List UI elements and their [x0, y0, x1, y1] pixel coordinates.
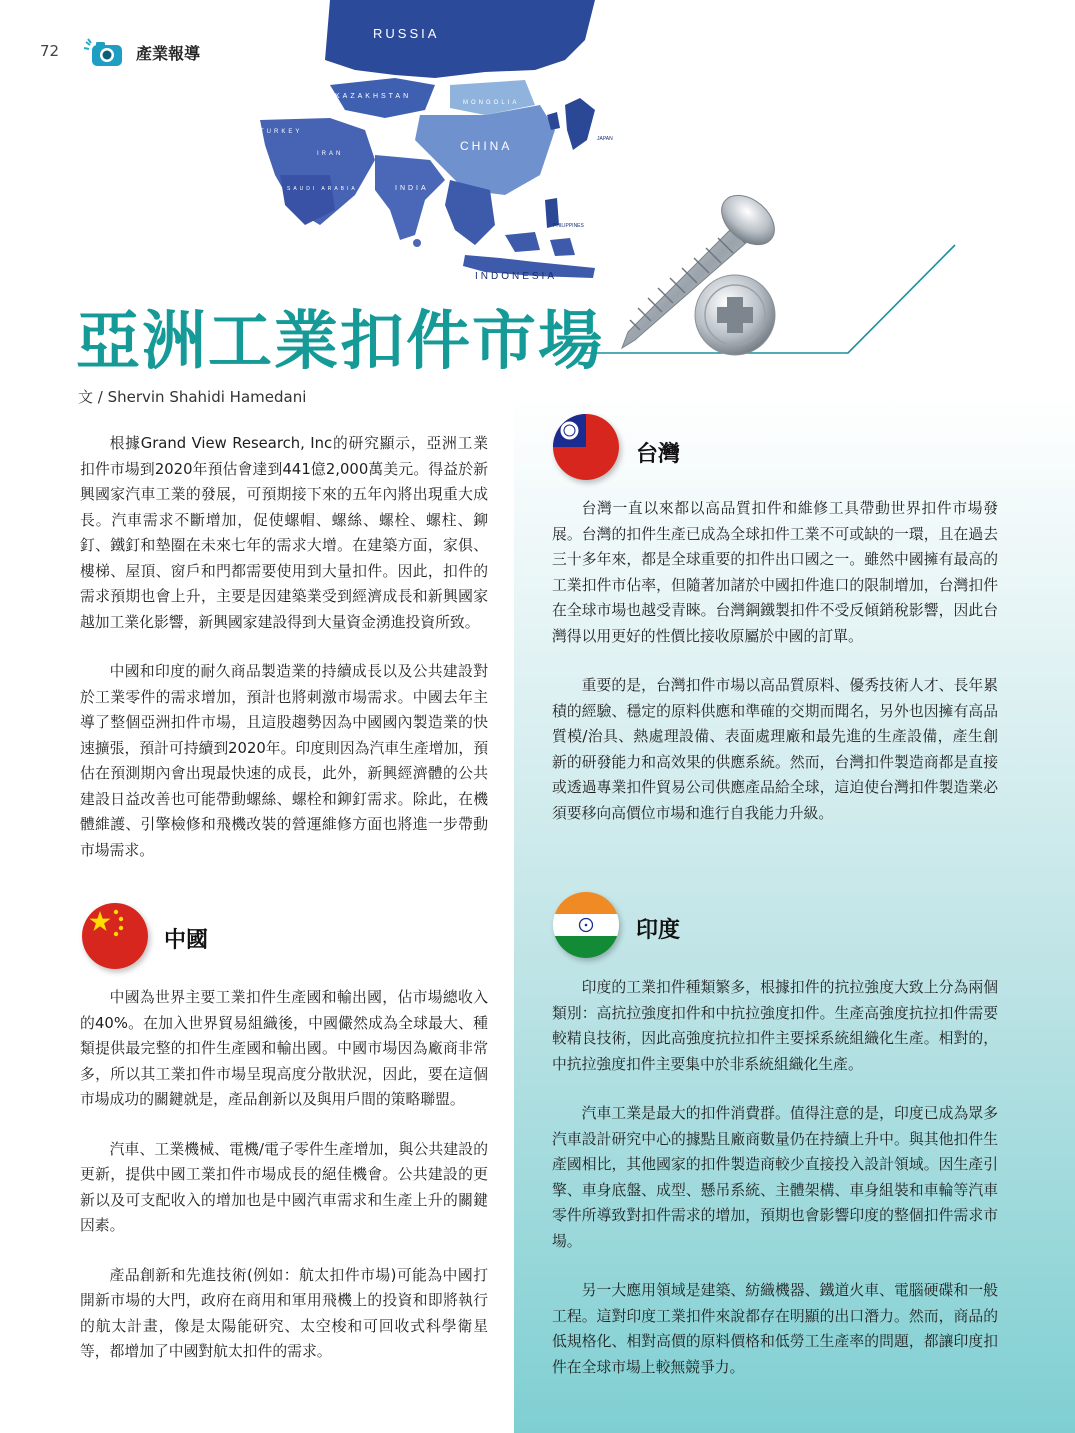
map-label-mongolia: MONGOLIA: [463, 100, 520, 106]
india-paragraph: 另一大應用領域是建築、紡織機器、鐵道火車、電腦硬碟和一般工程。這對印度工業扣件來說都存在明顯的出口潛力。然而，商品的低規格化、相對高價的原料價格和低勞工生產率的問題，都讓印度扣件在全球市場上較無競爭力。: [552, 1282, 998, 1376]
india-heading: 印度: [636, 918, 681, 943]
china-paragraph: 中國為世界主要工業扣件生產國和輸出國，佔市場總收入的40%。在加入世界貿易組織後，中國儼然成為全球最大、種類提供最完整的扣件生產國和輸出國。中國市場因為廠商非常多，所以其工業扣件市場呈現高度分散狀況，因此，要在這個市場成功的關鍵就是，產品創新以及與用戶間的策略聯盟。: [80, 989, 488, 1108]
intro-paragraph: 根據Grand View Research, Inc的研究顯示，亞洲工業扣件市場到2020年預估會達到441億2,000萬美元。得益於新興國家汽車工業的發展，可預期接下來的五年內將出現重大成長。汽車需求不斷增加，促使螺帽、螺絲、螺栓、螺柱、鉚釘、鐵釘和墊圈在未來七年的需求大增。在建築方面，家俱、樓梯、屋頂、窗戶和門都需要使用到大量扣件。因此，扣件的需求預期也會上升，主要是因建築業受到經濟成長和新興國家越加工業化影響，新興國家建設得到大量資金湧進投資所致。: [80, 435, 488, 631]
china-paragraph: 汽車、工業機械、電機/電子零件生產增加，與公共建設的更新，提供中國工業扣件市場成長的絕佳機會。公共建設的更新以及可支配收入的增加也是中國汽車需求和生產上升的關鍵因素。: [80, 1140, 488, 1234]
map-label-russia: RUSSIA: [373, 26, 440, 41]
section-label: 產業報導: [136, 44, 201, 63]
china-section: [80, 985, 488, 1389]
map-label-turkey: TURKEY: [260, 129, 303, 135]
china-flag-icon: [82, 903, 148, 969]
china-paragraph: 產品創新和先進技術(例如：航太扣件市場)可能為中國打開新市場的大門，政府在商用和軍用飛機上的投資和即將執行的航太計畫，像是太陽能研究、太空梭和可回收式科學衛星等，都增加了中國對航太扣件的需求。: [80, 1266, 488, 1360]
india-paragraph: 印度的工業扣件種類繁多，根據扣件的抗拉強度大致上分為兩個類別：高抗拉強度扣件和中抗拉強度扣件。生產高強度抗拉扣件需要較精良技術，因此高強度抗拉扣件主要採系統組織化生產。相對的，中抗拉強度扣件主要集中於非系統組織化生產。: [552, 979, 998, 1073]
map-label-china: CHINA: [460, 139, 513, 153]
map-label-japan: JAPAN: [597, 136, 613, 142]
screw-illustration: [590, 180, 800, 360]
india-section: [552, 975, 998, 1404]
article-title: 亞洲工業扣件市場: [76, 304, 604, 379]
taiwan-paragraph: 重要的是，台灣扣件市場以高品質原料、優秀技術人才、長年累積的經驗、穩定的原料供應和準確的交期而聞名，另外也因擁有高品質模/治具、熱處理設備、表面處理廠和最先進的生產設備，產生創新的研發能力和高效果的供應系統。然而，台灣扣件製造商都是直接或透過專業扣件貿易公司供應產品給全球，這迫使台灣扣件製造業必須要移向高價位市場和進行自我能力升級。: [552, 677, 998, 822]
map-label-saudi: SAUDI ARABIA: [287, 186, 358, 192]
india-flag-icon: [553, 892, 619, 958]
taiwan-paragraph: 台灣一直以來都以高品質扣件和維修工具帶動世界扣件市場發展。台灣的扣件生產已成為全球扣件工業不可或缺的一環，且在過去三十多年來，都是全球重要的扣件出口國之一。雖然中國擁有最高的工業扣件市佔率，但隨著加諸於中國扣件進口的限制增加，台灣扣件在全球市場也越受青睞。台灣鋼鐵製扣件不受反傾銷稅影響，因此台灣得以用更好的性價比接收原屬於中國的訂單。: [552, 500, 998, 645]
taiwan-section: [552, 496, 998, 850]
map-label-india: INDIA: [395, 185, 429, 192]
map-label-iran: IRAN: [317, 151, 344, 157]
intro-paragraph: 中國和印度的耐久商品製造業的持續成長以及公共建設對於工業零件的需求增加，預計也將刺激市場需求。中國去年主導了整個亞洲扣件市場，且這股趨勢因為中國國內製造業的快速擴張，預計可持續到2020年。印度則因為汽車生產增加，預估在預測期內會出現最快速的成長，此外，新興經濟體的公共建設日益改善也可能帶動螺絲、螺栓和鉚釘需求。除此，在機體維護、引擎檢修和飛機改裝的營運維修方面也將進一步帶動市場需求。: [80, 663, 488, 859]
page-number: 72: [40, 42, 60, 60]
camera-icon: [82, 38, 126, 68]
china-heading: 中國: [164, 928, 209, 953]
map-label-philippines: PHILIPPINES: [553, 223, 584, 229]
taiwan-heading: 台灣: [636, 442, 681, 467]
taiwan-flag-icon: [553, 414, 619, 480]
india-paragraph: 汽車工業是最大的扣件消費群。值得注意的是，印度已成為眾多汽車設計研究中心的據點且廠商數量仍在持續上升中。與其他扣件生產國相比，其他國家的扣件製造商較少直接投入設計領域。因生產引擎、車身底盤、成型、懸吊系統、主體架構、車身組裝和車輪等汽車零件所導致對扣件需求的增加，預期也會影響印度的整個扣件需求市場。: [552, 1105, 998, 1250]
byline: 文 / Shervin Shahidi Hamedani: [78, 388, 307, 406]
map-label-kazakhstan: KAZAKHSTAN: [335, 93, 412, 100]
map-label-indonesia: INDONESIA: [475, 271, 558, 282]
intro-section: [80, 431, 488, 887]
